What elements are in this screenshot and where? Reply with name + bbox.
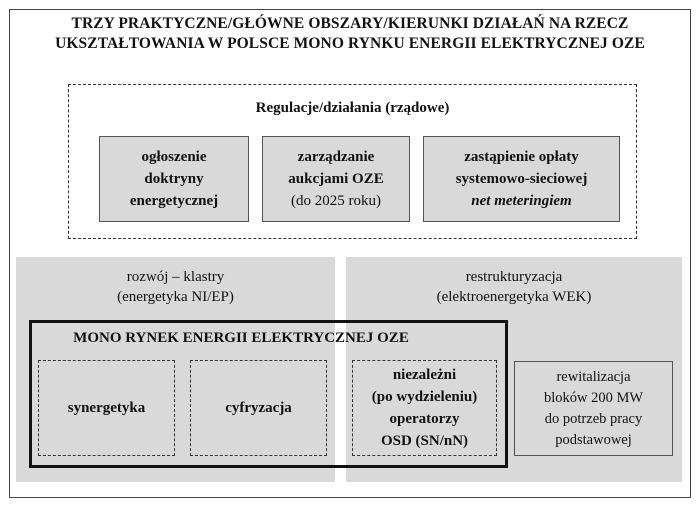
energy-doctrine-line: ogłoszenie (141, 149, 207, 165)
synergetics-label: synergetyka (67, 399, 146, 416)
operators-line: operatorzy (389, 411, 460, 427)
auction-management-line: zarządzanie (297, 149, 375, 165)
revitalization-box (514, 361, 673, 456)
auction-management-box (262, 136, 410, 222)
digitalization-label: cyfryzacja (225, 399, 292, 416)
operators-line: niezależni (392, 367, 457, 383)
revitalization-line: do potrzeb pracy (544, 410, 643, 427)
energy-doctrine-line: doktryny (144, 171, 204, 187)
net-metering-line: systemowo-sieciowej (455, 171, 588, 187)
net-metering-box (423, 136, 620, 222)
synergetics-box (38, 360, 175, 456)
diagram-title (20, 14, 680, 54)
operators-line: OSD (SN/nN) (380, 433, 469, 449)
clusters-title-line: rozwój – klastry (126, 269, 225, 285)
title-line-1: TRZY PRAKTYCZNE/GŁÓWNE OBSZARY/KIERUNKI DZIAŁAŃ NA RZECZ (71, 15, 629, 32)
clusters-panel-title (16, 267, 335, 307)
energy-doctrine-line: energetycznej (129, 193, 219, 209)
clusters-title-line: (energetyka NI/EP) (117, 289, 234, 305)
independent-operators-box (352, 360, 497, 456)
operators-line: (po wydzieleniu) (371, 389, 478, 405)
restructuring-panel-title (346, 267, 682, 307)
net-metering-line: zastąpienie opłaty (464, 149, 579, 165)
revitalization-line: rewitalizacja (556, 368, 631, 385)
government-heading: Regulacje/działania (rządowe) (255, 100, 450, 116)
digitalization-box (190, 360, 327, 456)
restructuring-title-line: restrukturyzacja (465, 269, 563, 285)
auction-management-line: aukcjami OZE (288, 171, 384, 187)
revitalization-line: podstawowej (555, 431, 632, 448)
auction-management-period: (do 2025 roku) (291, 193, 381, 209)
restructuring-title-line: (elektroenergetyka WEK) (436, 289, 592, 305)
mono-market-heading: MONO RYNEK ENERGII ELEKTRYCZNEJ OZE (73, 330, 409, 346)
energy-doctrine-box (99, 136, 249, 222)
revitalization-line: bloków 200 MW (543, 389, 644, 406)
title-line-2: UKSZTAŁTOWANIA W POLSCE MONO RYNKU ENERGII ELEKTRYCZNEJ OZE (55, 35, 645, 52)
net-metering-italic: net meteringiem (471, 193, 572, 209)
